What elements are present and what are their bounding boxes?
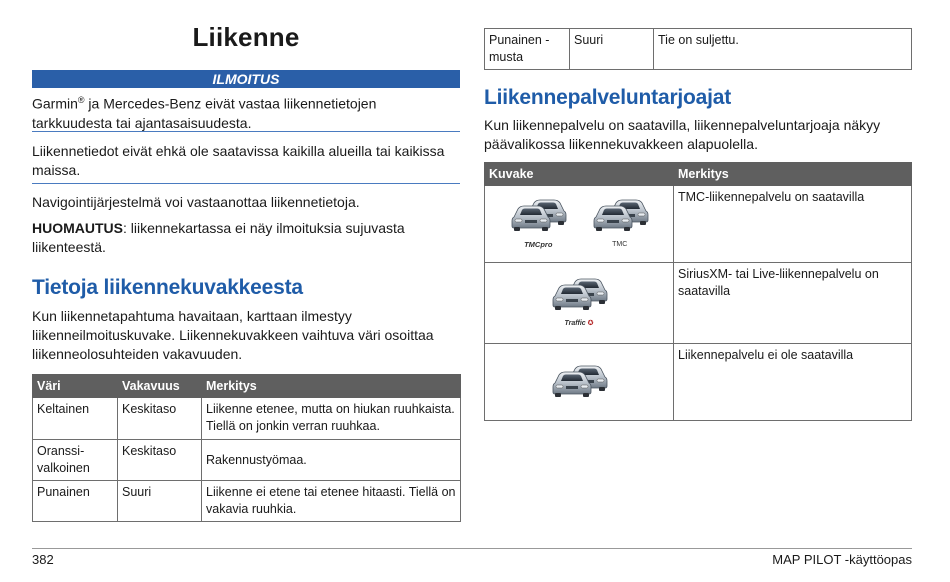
table-cell: Keskitaso: [118, 398, 202, 440]
page-number: 382: [32, 552, 54, 567]
severity-table-continued: [484, 28, 912, 70]
notice-brand: Garmin: [32, 95, 78, 112]
table-header-row: [485, 163, 912, 186]
no-traffic-icon: [550, 361, 608, 404]
table-row: [485, 29, 912, 70]
notice-text: [32, 91, 460, 133]
notice-divider-bottom: [32, 183, 460, 184]
section-heading-providers: Liikennepalveluntarjoajat: [484, 86, 732, 109]
table-row: [485, 263, 912, 344]
table-cell: Keltainen: [33, 398, 118, 440]
table-cell: Suuri: [570, 29, 654, 70]
note-label: HUOMAUTUS: [32, 220, 123, 236]
table-row: [485, 344, 912, 421]
icon-caption: [550, 315, 608, 332]
registered-mark: ®: [77, 95, 85, 105]
column-header: Kuvake: [485, 163, 674, 186]
table-cell: Rakennustyömaa.: [202, 440, 461, 481]
note-paragraph: [32, 219, 460, 257]
table-cell: TMC-liikennepalvelu on saatavilla: [674, 186, 912, 263]
tmcpro-traffic-icon: [509, 195, 567, 253]
column-header: Väri: [33, 375, 118, 398]
receive-paragraph: Navigointijärjestelmä voi vastaanottaa liikennetietoja.: [32, 194, 360, 210]
table-row: [33, 481, 461, 522]
table-row: [485, 186, 912, 263]
icon-caption: TMC: [612, 241, 628, 248]
note-text: : liikennekartassa ei näy ilmoituksia sujuvasta liikenteestä.: [32, 220, 405, 255]
availability-paragraph: Liikennetiedot eivät ehkä ole saatavissa kaikilla alueilla tai kaikissa maissa.: [32, 143, 445, 178]
table-cell: Suuri: [118, 481, 202, 522]
table-cell: Liikenne etenee, mutta on hiukan ruuhkaista. Tiellä on jonkin verran ruuhkaa.: [202, 398, 461, 440]
table-cell: Tie on suljettu.: [654, 29, 912, 70]
column-header: Merkitys: [674, 163, 912, 186]
footer-divider: [32, 548, 912, 549]
table-cell: [33, 440, 118, 481]
color-name: Oranssi-valkoinen: [37, 444, 90, 475]
live-traffic-icon: [550, 274, 608, 332]
column-header: Merkitys: [202, 375, 461, 398]
table-cell: Liikennepalvelu ei ole saatavilla: [674, 344, 912, 421]
table-cell: SiriusXM- tai Live-liikennepalvelu on saatavilla: [674, 263, 912, 344]
table-header-row: [33, 375, 461, 398]
notice-divider: [32, 131, 460, 132]
section-heading-traffic-icon: Tietoja liikennekuvakkeesta: [32, 276, 303, 299]
satellite-icon: ✪: [587, 320, 594, 327]
provider-table: [484, 162, 912, 421]
column-header: Vakavuus: [118, 375, 202, 398]
severity-table: [32, 374, 461, 522]
icon-cell: [485, 344, 674, 421]
icon-caption: TMCpro: [524, 240, 553, 249]
notice-rest: ja Mercedes-Benz eivät vastaa liikennetietojen tarkkuudesta tai ajantasaisuudesta.: [32, 95, 377, 131]
table-cell: Punainen - musta: [485, 29, 570, 70]
manual-title: MAP PILOT -käyttöopas: [772, 552, 912, 567]
table-cell: Keskitaso: [118, 440, 202, 481]
table-cell: Liikenne ei etene tai etenee hitaasti. Tiellä on vakavia ruuhkia.: [202, 481, 461, 522]
icon-cell: [485, 186, 674, 263]
providers-paragraph: Kun liikennepalvelu on saatavilla, liikennepalveluntarjoaja näkyy päävalikossa liikennekuvakkeen alapuolella.: [484, 117, 881, 152]
page-title: Liikenne: [192, 22, 300, 52]
traffic-caption: Traffic: [564, 320, 586, 327]
tmc-traffic-icon: [591, 195, 649, 253]
traffic-icon-paragraph: Kun liikennetapahtuma havaitaan, karttaan ilmestyy liikenneilmoituskuvake. Liikennekuvakkeen vaihtuva väri osoittaa liikenneolosuhteiden vakavuuden.: [32, 308, 434, 362]
table-cell: Punainen: [33, 481, 118, 522]
table-row: [33, 440, 461, 481]
table-row: [33, 398, 461, 440]
icon-cell: [485, 263, 674, 344]
notice-label: ILMOITUS: [32, 70, 460, 88]
